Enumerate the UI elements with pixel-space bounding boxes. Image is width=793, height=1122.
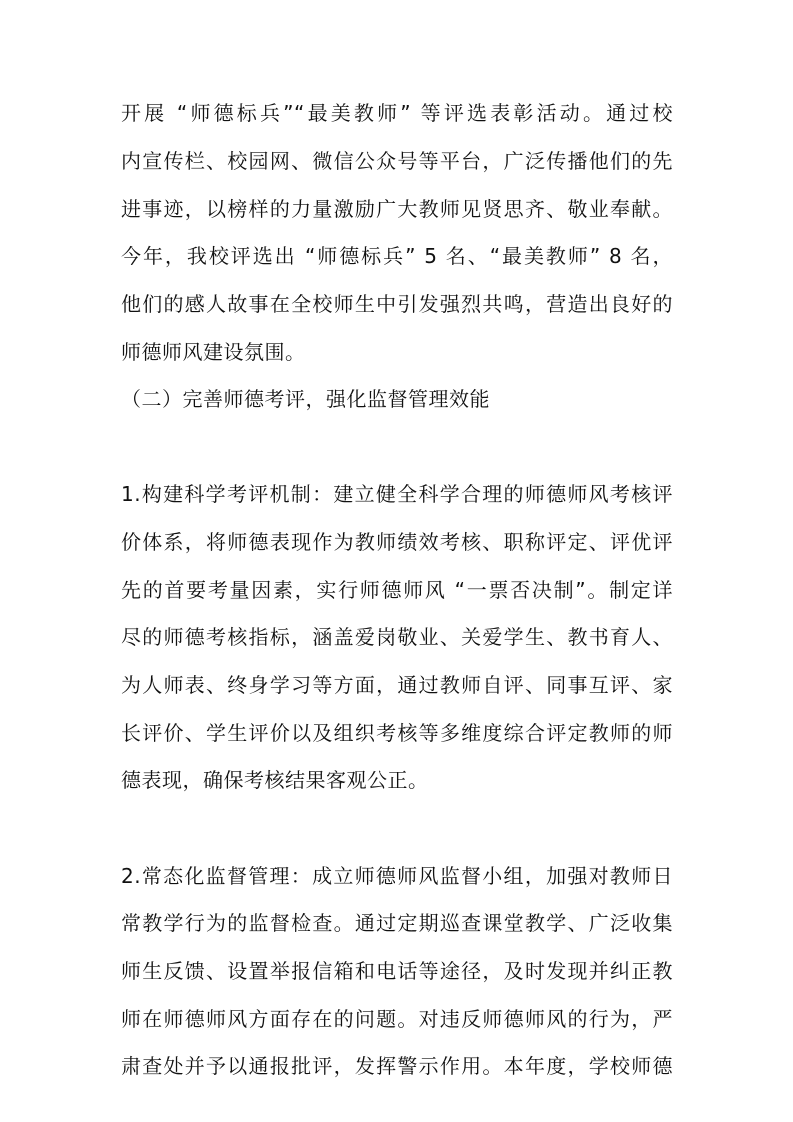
text-line: 1.构建科学考评机制：建立健全科学合理的师德师风考核评 [121, 482, 673, 506]
text-line: 师德师风建设氛围。 [121, 340, 306, 364]
text-line: 先的首要考量因素，实行师德师风 “一票否决制”。制定详 [121, 578, 673, 602]
text-line: 师在师德师风方面存在的问题。对违反师德师风的行为，严 [121, 1007, 673, 1031]
text-line: 他们的感人故事在全校师生中引发强烈共鸣，营造出良好的 [121, 292, 673, 316]
text-line: 师生反馈、设置举报信箱和电话等途径，及时发现并纠正教 [121, 959, 673, 983]
text-line: 内宣传栏、校园网、微信公众号等平台，广泛传播他们的先 [121, 149, 673, 173]
section-heading: （二）完善师德考评，强化监督管理效能 [121, 387, 490, 411]
text-line: 今年，我校评选出 “师德标兵” 5 名、“最美教师” 8 名， [121, 244, 673, 268]
text-line: 价体系，将师德表现作为教师绩效考核、职称评定、评优评 [121, 530, 673, 554]
text-line: 2.常态化监督管理：成立师德师风监督小组，加强对教师日 [121, 864, 673, 888]
text-line: 开展 “师德标兵”“最美教师” 等评选表彰活动。通过校 [121, 101, 673, 125]
text-line: 尽的师德考核指标，涵盖爱岗敬业、关爱学生、教书育人、 [121, 625, 673, 649]
text-line: 肃查处并予以通报批评，发挥警示作用。本年度，学校师德 [121, 1054, 673, 1078]
text-line: 为人师表、终身学习等方面，通过教师自评、同事互评、家 [121, 673, 673, 697]
text-line: 进事迹，以榜样的力量激励广大教师见贤思齐、敬业奉献。 [121, 197, 673, 221]
text-line: 德表现，确保考核结果客观公正。 [121, 768, 429, 792]
text-line: 长评价、学生评价以及组织考核等多维度综合评定教师的师 [121, 721, 673, 745]
text-line: 常教学行为的监督检查。通过定期巡查课堂教学、广泛收集 [121, 911, 673, 935]
